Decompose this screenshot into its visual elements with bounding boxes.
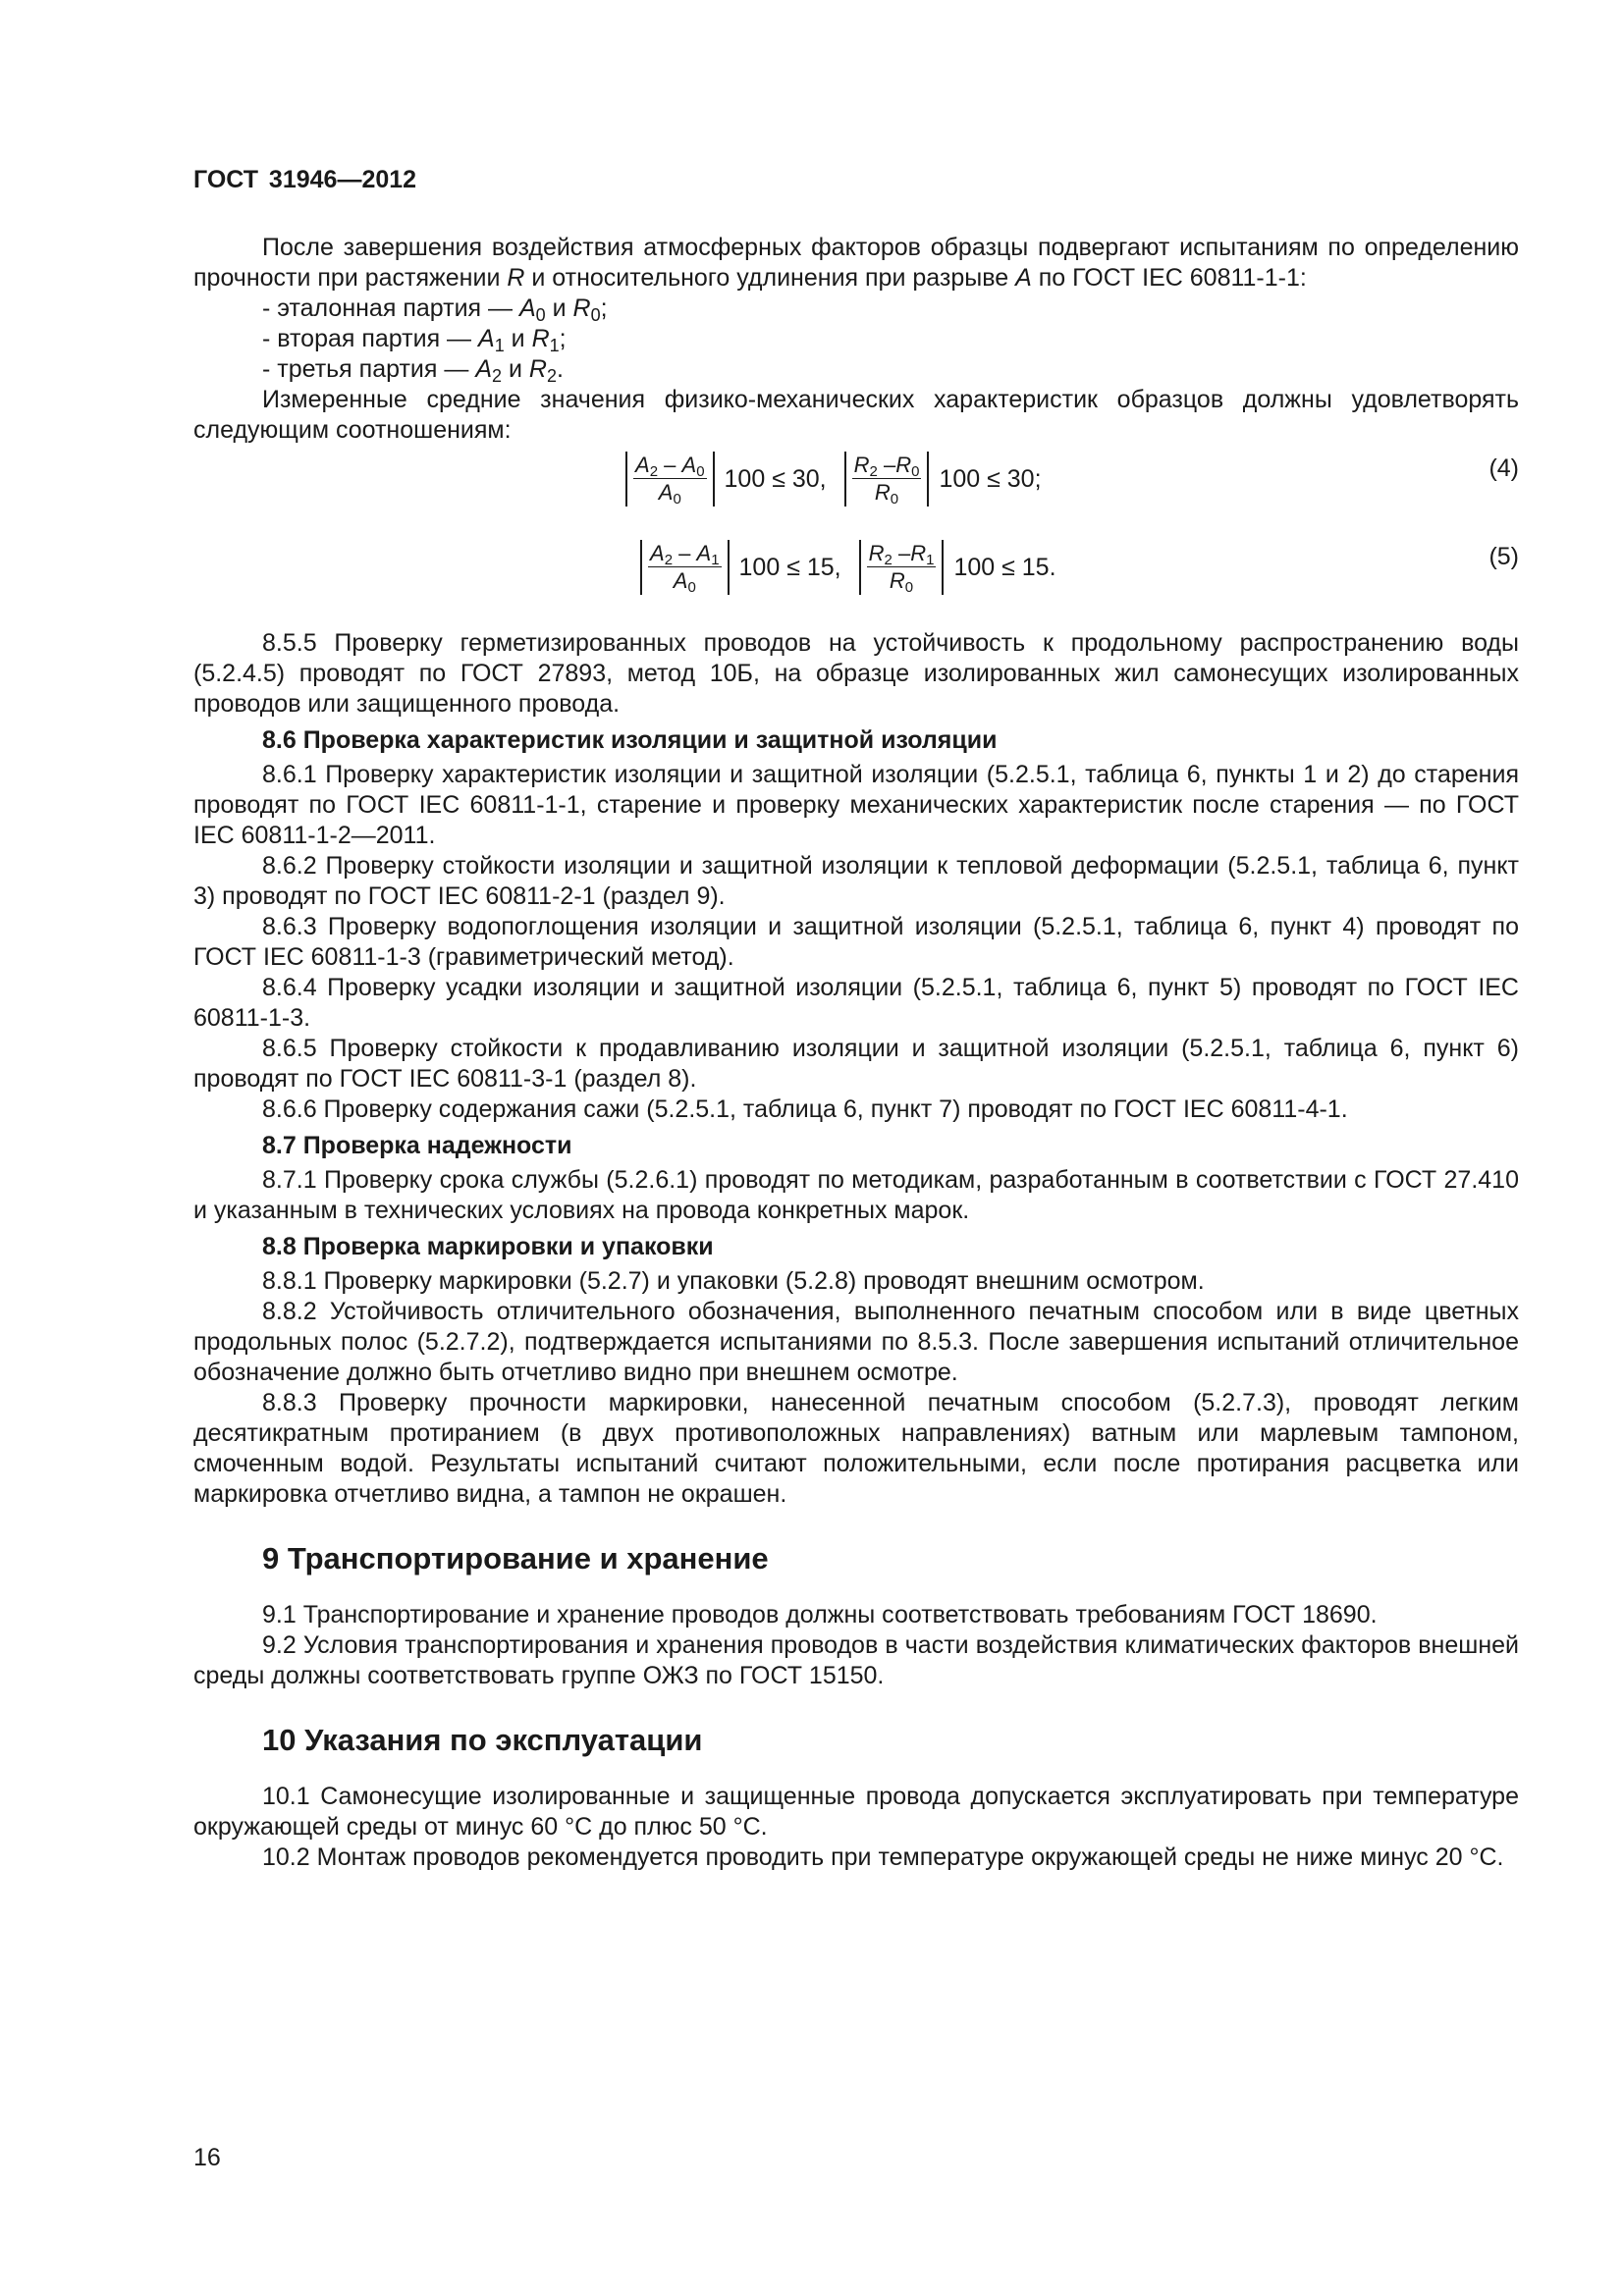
formula-5-right-text: 100 ≤ 15. xyxy=(953,553,1056,581)
paragraph-8-7-1: 8.7.1 Проверку срока службы (5.2.6.1) проводят по методикам, разработанным в соответствии с ГОСТ 27.410 и указанным в технических условиях на провода конкретных марок. xyxy=(193,1166,1519,1224)
paragraph-8-6-2: 8.6.2 Проверку стойкости изоляции и защитной изоляции к тепловой деформации (5.2.5.1, таблица 6, пункт 3) проводят по ГОСТ IEC 60811-2-1 (раздел 9). xyxy=(193,852,1519,910)
paragraph-10-1: 10.1 Самонесущие изолированные и защищенные провода допускается эксплуатировать при температуре окружающей среды от минус 60 °С до плюс 50 °С. xyxy=(193,1783,1519,1841)
paragraph-8-6-3: 8.6.3 Проверку водопоглощения изоляции и защитной изоляции (5.2.5.1, таблица 6, пункт 4) проводят по ГОСТ IEC 60811-1-3 (гравиметрический метод). xyxy=(193,913,1519,971)
formula-4-left-fraction: $\frac{A2 - A0}{A0}$ xyxy=(625,452,715,507)
intro-paragraph: После завершения воздействия атмосферных факторов образцы подвергают испытаниям по определению прочности при растяжении R и относительного удлинения при разрыве A по ГОСТ IEC 60811-1-1: xyxy=(193,234,1519,292)
list-item-third-batch: - третья партия — $A_2$ и $R_2$. xyxy=(262,355,564,386)
formula-4 xyxy=(193,452,1519,530)
paragraph-8-5-5: 8.5.5 Проверку герметизированных проводов на устойчивость к продольному распространению воды (5.2.4.5) проводят по ГОСТ 27893, метод 10Б, на образце изолированных жил самонесущих изолированных проводов или защищенного провода. xyxy=(193,629,1519,718)
formula-5 xyxy=(193,540,1519,618)
document-body xyxy=(193,233,1519,1873)
formula-4-number: (4) xyxy=(1488,454,1519,482)
paragraph-8-8-2: 8.8.2 Устойчивость отличительного обозначения, выполненного печатным способом или в виде цветных продольных полос (5.2.7.2), подтверждается испытаниями по 8.5.3. После завершения испытаний отличительное обозначение должно быть отчетливо видно при внешнем осмотре. xyxy=(193,1298,1519,1386)
section-heading-10: 10 Указания по эксплуатации xyxy=(262,1723,703,1757)
paragraph-9-2: 9.2 Условия транспортирования и хранения проводов в части воздействия климатических факторов внешней среды должны соответствовать группе ОЖЗ по ГОСТ 15150. xyxy=(193,1631,1519,1689)
formula-4-left-text: 100 ≤ 30, xyxy=(724,464,827,493)
paragraph-8-6-5: 8.6.5 Проверку стойкости к продавливанию изоляции и защитной изоляции (5.2.5.1, таблица 6, пункт 6) проводят по ГОСТ IEC 60811-3-1 (раздел 8). xyxy=(193,1035,1519,1093)
paragraph-8-8-3: 8.8.3 Проверку прочности маркировки, нанесенной печатным способом (5.2.7.3), проводят легким десятикратным протиранием (в двух противоположных направлениях) ватным или марлевым тампоном, смоченным водой. Результаты испытаний считают положительными, если после протирания расцветка или маркировка отчетливо видна, а тампон не окрашен. xyxy=(193,1389,1519,1508)
document-code-header: ГОСТ 31946—2012 xyxy=(193,166,417,193)
formula-5-number: (5) xyxy=(1488,543,1519,570)
paragraph-8-6-6: 8.6.6 Проверку содержания сажи (5.2.5.1, таблица 6, пункт 7) проводят по ГОСТ IEC 60811-4-1. xyxy=(262,1095,1348,1123)
subheading-8-8: 8.8 Проверка маркировки и упаковки xyxy=(262,1233,714,1260)
formula-5-left-fraction: $\frac{A2 - A1}{A0}$ xyxy=(640,540,730,595)
page-number: 16 xyxy=(193,2144,221,2171)
paragraph-8-6-4: 8.6.4 Проверку усадки изоляции и защитной изоляции (5.2.5.1, таблица 6, пункт 5) проводят по ГОСТ IEC 60811-1-3. xyxy=(193,974,1519,1032)
list-item-reference-batch: - эталонная партия — $A_0$ и $R_0$; xyxy=(262,294,608,325)
list-item-second-batch: - вторая партия — $A_1$ и $R_1$; xyxy=(262,325,567,355)
paragraph-8-8-1: 8.8.1 Проверку маркировки (5.2.7) и упаковки (5.2.8) проводят внешним осмотром. xyxy=(262,1267,1205,1295)
subheading-8-7: 8.7 Проверка надежности xyxy=(262,1132,572,1159)
section-heading-9: 9 Транспортирование и хранение xyxy=(262,1541,769,1575)
paragraph-10-2: 10.2 Монтаж проводов рекомендуется проводить при температуре окружающей среды не ниже минус 20 °С. xyxy=(262,1843,1504,1871)
subheading-8-6: 8.6 Проверка характеристик изоляции и защитной изоляции xyxy=(262,726,998,754)
ratios-intro-paragraph: Измеренные средние значения физико-механических характеристик образцов должны удовлетворять следующим соотношениям: xyxy=(193,386,1519,444)
paragraph-8-6-1: 8.6.1 Проверку характеристик изоляции и защитной изоляции (5.2.5.1, таблица 6, пункты 1 и 2) до старения проводят по ГОСТ IEC 60811-1-1, старение и проверку механических характеристик после старения — по ГОСТ IEC 60811-1-2—2011. xyxy=(193,761,1519,849)
formula-5-right-fraction: $\frac{R2 -R1}{R0}$ xyxy=(859,540,945,595)
paragraph-9-1: 9.1 Транспортирование и хранение проводов должны соответствовать требованиям ГОСТ 18690. xyxy=(262,1601,1378,1629)
formula-4-right-fraction: $\frac{R2 -R0}{R0}$ xyxy=(844,452,930,507)
formula-5-left-text: 100 ≤ 15, xyxy=(738,553,841,581)
formula-4-right-text: 100 ≤ 30; xyxy=(939,464,1042,493)
